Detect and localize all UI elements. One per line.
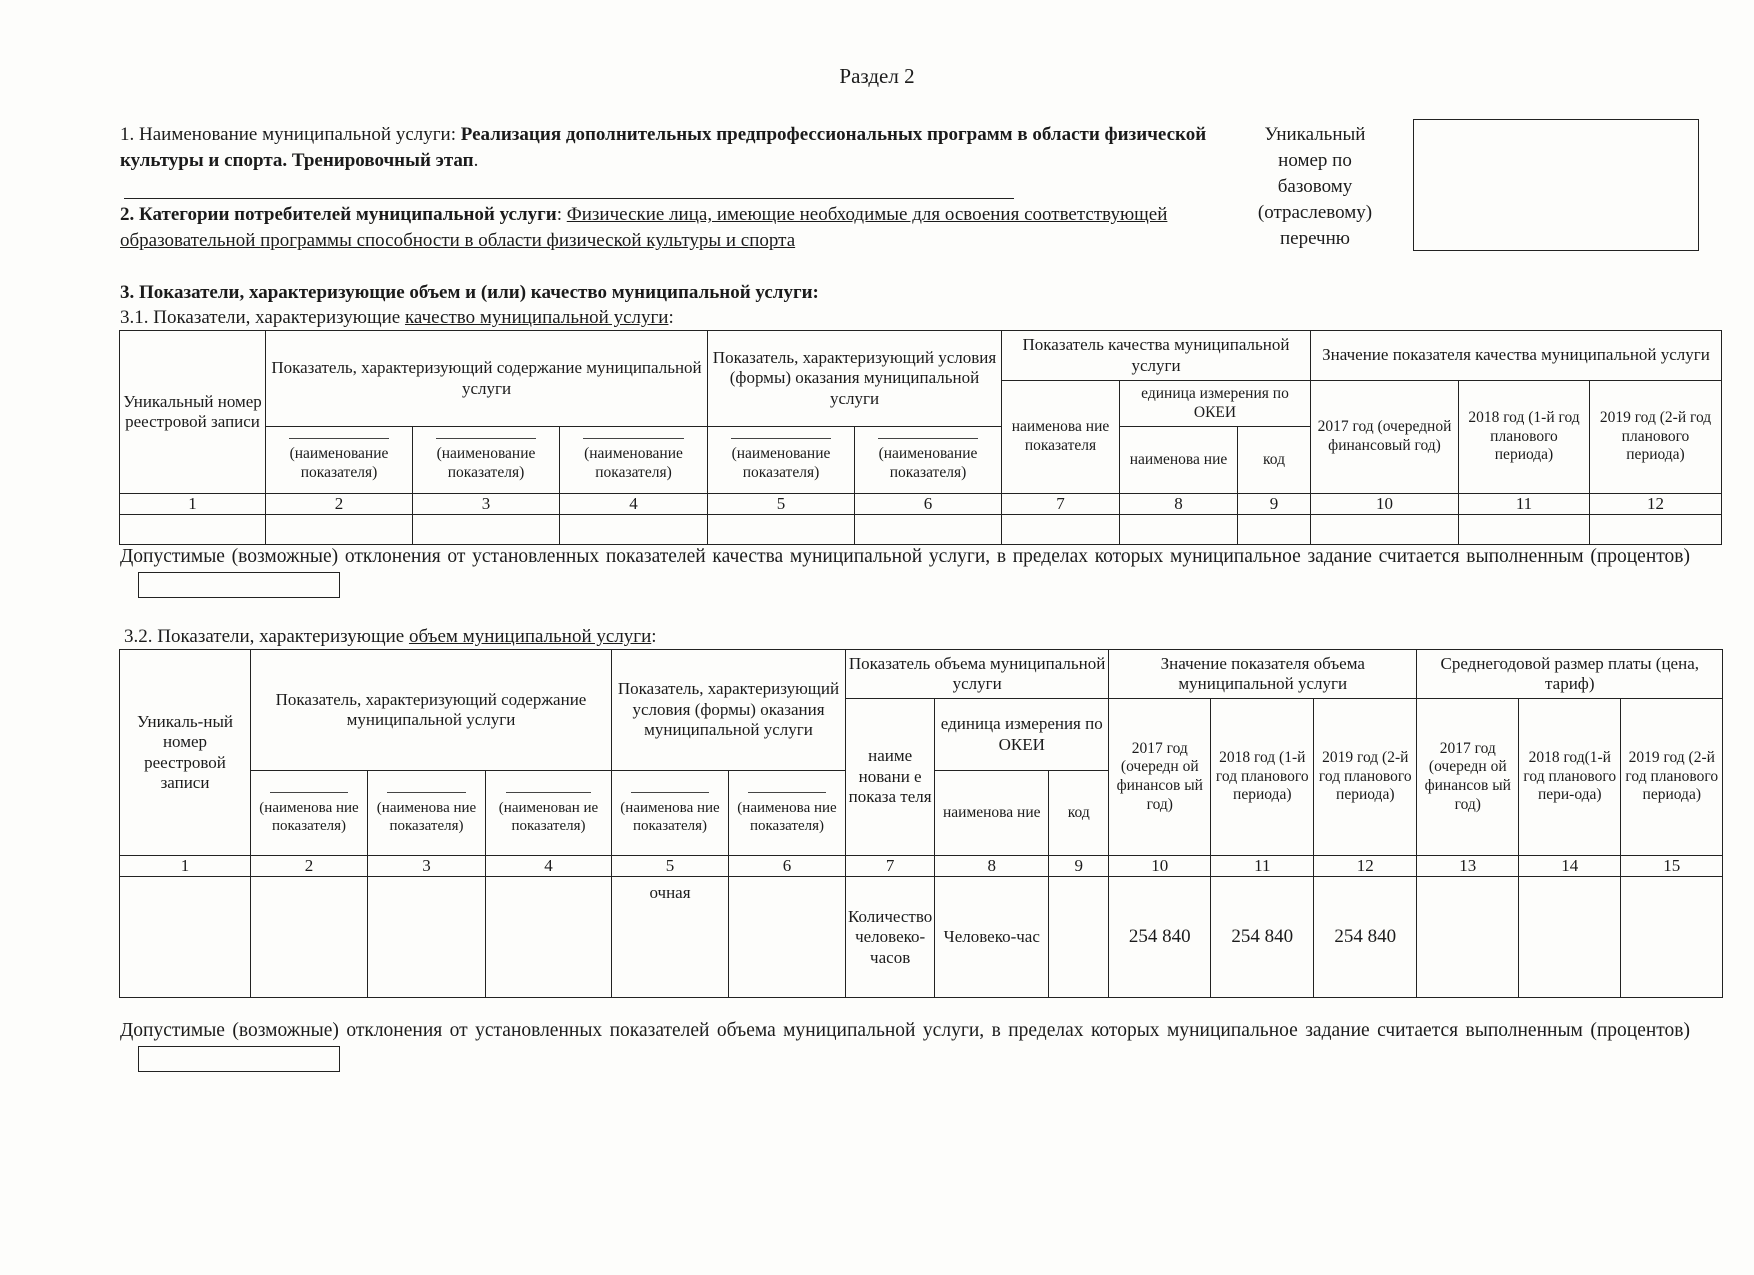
volume-subheader-name-text: (наименова ние показателя) bbox=[737, 799, 837, 834]
column-number: 1 bbox=[120, 856, 251, 877]
consumer-category-value: Физические лица, имеющие необходимые для освоения соответствующей образовательной программы способности в области физической культуры и спорта bbox=[120, 204, 1168, 251]
column-number: 12 bbox=[1590, 494, 1722, 515]
unique-number-box[interactable] bbox=[1413, 119, 1699, 251]
quality-header-unit: единица измерения по ОКЕИ bbox=[1120, 381, 1311, 427]
column-number: 8 bbox=[935, 856, 1049, 877]
service-name-paragraph bbox=[120, 122, 1220, 174]
column-number: 5 bbox=[708, 494, 855, 515]
volume-subheader-name-text: (наименова ние показателя) bbox=[620, 799, 720, 834]
separator-line bbox=[124, 198, 1014, 199]
unit-name-cell[interactable]: Человеко-час bbox=[935, 877, 1049, 998]
table-cell[interactable] bbox=[560, 515, 708, 545]
quality-header-value: Значение показателя качества муниципальной услуги bbox=[1311, 331, 1722, 381]
quality-header-indicator: Показатель качества муниципальной услуги bbox=[1002, 331, 1311, 381]
volume-header-content: Показатель, характеризующий содержание муниципальной услуги bbox=[251, 650, 612, 771]
unique-number-label bbox=[1240, 122, 1390, 252]
column-number: 7 bbox=[846, 856, 935, 877]
volume-header-2019: 2019 год (2-й год планового периода) bbox=[1314, 699, 1417, 856]
quality-header-conditions: Показатель, характеризующий условия (формы) оказания муниципальной услуги bbox=[708, 331, 1002, 427]
volume-header-conditions: Показатель, характеризующий условия (формы) оказания муниципальной услуги bbox=[612, 650, 846, 771]
quality-deviation-paragraph bbox=[120, 543, 1690, 598]
unique-number-label-line: базовому bbox=[1277, 176, 1353, 197]
quality-subheading-suffix: : bbox=[668, 307, 674, 328]
column-number: 1 bbox=[120, 494, 266, 515]
volume-deviation-paragraph bbox=[120, 1017, 1690, 1072]
quality-subheader-name-text: (наименование показателя) bbox=[731, 444, 831, 481]
column-number: 13 bbox=[1417, 856, 1519, 877]
column-number: 4 bbox=[486, 856, 612, 877]
column-number: 12 bbox=[1314, 856, 1417, 877]
table-cell[interactable] bbox=[120, 515, 266, 545]
fee-2018-cell[interactable] bbox=[1519, 877, 1621, 998]
quality-empty-row bbox=[120, 515, 1722, 545]
quality-subheader-name-text: (наименование показателя) bbox=[878, 444, 978, 481]
table-cell[interactable] bbox=[486, 877, 612, 998]
column-number: 2 bbox=[251, 856, 368, 877]
column-number: 2 bbox=[266, 494, 413, 515]
fee-2019-cell[interactable] bbox=[1621, 877, 1723, 998]
volume-subheader-name bbox=[251, 771, 368, 856]
consumer-category-label: 2. Категории потребителей муниципальной услуги bbox=[120, 204, 557, 225]
column-number: 11 bbox=[1459, 494, 1590, 515]
column-number: 6 bbox=[729, 856, 846, 877]
service-name-label: 1. Наименование муниципальной услуги: bbox=[120, 124, 461, 145]
consumer-category-colon: : bbox=[556, 204, 567, 225]
column-number: 7 bbox=[1002, 494, 1120, 515]
column-number: 3 bbox=[413, 494, 560, 515]
quality-header-content: Показатель, характеризующий содержание муниципальной услуги bbox=[266, 331, 708, 427]
volume-subheader-name bbox=[486, 771, 612, 856]
quality-subheader-name bbox=[413, 427, 560, 494]
quality-subheader-name bbox=[266, 427, 413, 494]
quality-header-unit-code: код bbox=[1238, 427, 1311, 494]
table-cell[interactable] bbox=[855, 515, 1002, 545]
volume-2018-cell[interactable]: 254 840 bbox=[1211, 877, 1314, 998]
volume-subheading-prefix: 3.2. Показатели, характеризующие bbox=[124, 626, 409, 647]
quality-subheader-name bbox=[708, 427, 855, 494]
table-cell[interactable] bbox=[1238, 515, 1311, 545]
volume-subheading-suffix: : bbox=[651, 626, 657, 647]
volume-data-row bbox=[120, 877, 1723, 998]
volume-2019-cell[interactable]: 254 840 bbox=[1314, 877, 1417, 998]
fee-header-2017: 2017 год (очередн ой финансов ый год) bbox=[1417, 699, 1519, 856]
table-cell[interactable] bbox=[1311, 515, 1459, 545]
quality-header-unit-name: наименова ние bbox=[1120, 427, 1238, 494]
fee-header-2019: 2019 год (2-й год планового периода) bbox=[1621, 699, 1723, 856]
quality-header-2017: 2017 год (очередной финансовый год) bbox=[1311, 381, 1459, 494]
column-number: 3 bbox=[368, 856, 486, 877]
column-number: 15 bbox=[1621, 856, 1723, 877]
table-cell[interactable] bbox=[266, 515, 413, 545]
volume-header-2018: 2018 год (1-й год планового периода) bbox=[1211, 699, 1314, 856]
unique-number-label-line: перечню bbox=[1280, 228, 1350, 249]
volume-subheading bbox=[124, 626, 657, 648]
column-number: 4 bbox=[560, 494, 708, 515]
column-number: 10 bbox=[1311, 494, 1459, 515]
volume-subheading-underlined: объем муниципальной услуги bbox=[408, 626, 652, 647]
volume-header-unit-name: наименова ние bbox=[935, 771, 1049, 856]
volume-subheader-name bbox=[729, 771, 846, 856]
volume-header-value: Значение показателя объема муниципальной услуги bbox=[1109, 650, 1417, 699]
column-number: 8 bbox=[1120, 494, 1238, 515]
quality-indicators-table bbox=[119, 330, 1722, 545]
column-number: 14 bbox=[1519, 856, 1621, 877]
indicator-name-cell[interactable]: Количество человеко-часов bbox=[846, 877, 935, 998]
table-cell[interactable] bbox=[708, 515, 855, 545]
table-cell[interactable] bbox=[729, 877, 846, 998]
volume-indicators-table bbox=[119, 649, 1723, 998]
table-cell[interactable] bbox=[1120, 515, 1238, 545]
quality-column-numbers bbox=[120, 494, 1722, 515]
quality-header-2018: 2018 год (1-й год планового периода) bbox=[1459, 381, 1590, 494]
fee-2017-cell[interactable] bbox=[1417, 877, 1519, 998]
table-cell[interactable] bbox=[120, 877, 251, 998]
quality-subheader-name-text: (наименование показателя) bbox=[289, 444, 389, 481]
volume-deviation-text: Допустимые (возможные) отклонения от установленных показателей объема муниципальной услуги, в пределах которых муниципальное задание считается выполненным (процентов) bbox=[120, 1020, 1690, 1041]
volume-header-unique: Уникаль-ный номер реестровой записи bbox=[120, 650, 251, 856]
volume-header-indicator: Показатель объема муниципальной услуги bbox=[846, 650, 1109, 699]
volume-subheader-name-text: (наименован ие показателя) bbox=[498, 799, 599, 834]
service-name-end: . bbox=[473, 150, 479, 171]
table-cell[interactable] bbox=[251, 877, 368, 998]
column-number: 5 bbox=[612, 856, 729, 877]
quality-subheader-name-text: (наименование показателя) bbox=[584, 444, 683, 481]
quality-header-indicator-name: наименова ние показателя bbox=[1002, 381, 1120, 494]
volume-header-unit-code: код bbox=[1049, 771, 1109, 856]
volume-subheader-name-text: (наименова ние показателя) bbox=[376, 799, 477, 834]
quality-subheading-underlined: качество муниципальной услуги bbox=[404, 307, 669, 328]
unit-code-cell[interactable] bbox=[1049, 877, 1109, 998]
indicators-heading: 3. Показатели, характеризующие объем и (или) качество муниципальной услуги: bbox=[120, 282, 819, 303]
volume-header-2017: 2017 год (очередн ой финансов ый год) bbox=[1109, 699, 1211, 856]
volume-deviation-percent-box[interactable] bbox=[138, 1046, 340, 1072]
volume-header-unit: единица измерения по ОКЕИ bbox=[935, 699, 1109, 771]
condition-form-cell[interactable]: очная bbox=[612, 877, 729, 998]
volume-2017-cell[interactable]: 254 840 bbox=[1109, 877, 1211, 998]
column-number: 11 bbox=[1211, 856, 1314, 877]
volume-header-fee: Среднегодовой размер платы (цена, тариф) bbox=[1417, 650, 1723, 699]
column-number: 9 bbox=[1238, 494, 1311, 515]
service-name-value: Реализация дополнительных предпрофессиональных программ в области физической культуры и спорта. Тренировочный этап bbox=[120, 124, 1207, 171]
table-cell[interactable] bbox=[1002, 515, 1120, 545]
quality-deviation-text: Допустимые (возможные) отклонения от установленных показателей качества муниципальной услуги, в пределах которых муниципальное задание считается выполненным (процентов) bbox=[120, 546, 1690, 567]
volume-subheader-name bbox=[612, 771, 729, 856]
column-number: 6 bbox=[855, 494, 1002, 515]
quality-subheader-name bbox=[855, 427, 1002, 494]
volume-subheader-name-text: (наименова ние показателя) bbox=[259, 799, 359, 834]
unique-number-label-line: (отраслевому) bbox=[1257, 202, 1373, 223]
quality-header-2019: 2019 год (2-й год планового периода) bbox=[1590, 381, 1722, 494]
column-number: 9 bbox=[1049, 856, 1109, 877]
quality-subheader-name bbox=[560, 427, 708, 494]
column-number: 10 bbox=[1109, 856, 1211, 877]
quality-subheading-prefix: 3.1. Показатели, характеризующие bbox=[120, 307, 405, 328]
table-cell[interactable] bbox=[1459, 515, 1590, 545]
quality-subheading bbox=[120, 307, 674, 329]
volume-column-numbers bbox=[120, 856, 1723, 877]
section-title: Раздел 2 bbox=[839, 64, 915, 88]
table-cell[interactable] bbox=[1590, 515, 1722, 545]
quality-deviation-percent-box[interactable] bbox=[138, 572, 340, 598]
unique-number-label-line: Уникальный bbox=[1264, 124, 1366, 145]
quality-header-unique: Уникальный номер реестровой записи bbox=[120, 331, 266, 494]
volume-header-indicator-name: наиме новани е показа теля bbox=[846, 699, 935, 856]
fee-header-2018: 2018 год(1-й год планового пери-ода) bbox=[1519, 699, 1621, 856]
volume-subheader-name bbox=[368, 771, 486, 856]
table-cell[interactable] bbox=[413, 515, 560, 545]
consumer-category-paragraph bbox=[120, 202, 1220, 254]
quality-subheader-name-text: (наименование показателя) bbox=[436, 444, 536, 481]
unique-number-label-line: номер по bbox=[1278, 150, 1352, 171]
table-cell[interactable] bbox=[368, 877, 486, 998]
